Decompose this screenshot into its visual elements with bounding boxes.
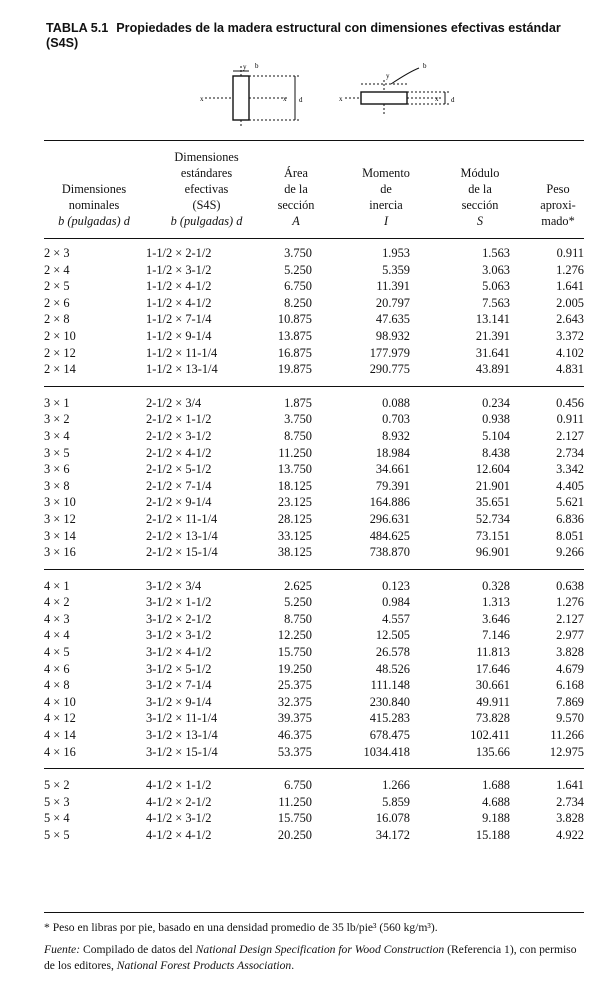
horizontal-section-rect <box>361 92 407 104</box>
table-row <box>44 411 584 428</box>
nominal-cell: 2 × 12 <box>44 345 76 360</box>
header-effective-line: (S4S) <box>192 198 221 212</box>
nominal-cell: 2 × 4 <box>44 262 70 277</box>
nominal-cell: 3 × 6 <box>44 462 70 477</box>
weight-cell: 2.734 <box>556 794 584 809</box>
header-top-rule <box>44 140 584 141</box>
section-diagrams <box>195 62 465 132</box>
weight-cell: 9.266 <box>556 545 584 560</box>
modulus-cell: 5.104 <box>482 428 510 443</box>
nominal-cell: 3 × 5 <box>44 445 70 460</box>
nominal-cell: 2 × 5 <box>44 279 70 294</box>
table-row <box>44 245 584 262</box>
nominal-cell: 4 × 6 <box>44 661 70 676</box>
table-row <box>44 710 584 727</box>
header-effective-line: b (pulgadas) d <box>170 214 243 228</box>
horizontal-b-label: b <box>423 62 427 70</box>
table-row <box>44 578 584 595</box>
moment-cell: 48.526 <box>375 661 410 676</box>
effective-cell: 4-1/2 × 4-1/2 <box>146 828 212 842</box>
horizontal-section-diagram <box>345 68 449 116</box>
weight-cell: 1.276 <box>556 262 584 277</box>
table-row <box>44 295 584 312</box>
table-row <box>44 727 584 744</box>
modulus-cell: 9.188 <box>482 811 510 826</box>
modulus-cell: 135.66 <box>475 744 510 759</box>
table-row <box>44 345 584 362</box>
header-modulus-line: S <box>476 214 484 228</box>
weight-cell: 2.005 <box>556 295 584 310</box>
header-modulus-line: de la <box>468 182 492 196</box>
modulus-cell: 0.234 <box>482 395 510 410</box>
nominal-cell: 3 × 1 <box>44 395 70 410</box>
weight-cell: 2.643 <box>556 312 584 327</box>
effective-cell: 4-1/2 × 2-1/2 <box>146 794 212 809</box>
area-cell: 25.375 <box>277 678 312 693</box>
nominal-cell: 4 × 5 <box>44 645 70 660</box>
nominal-cell: 5 × 4 <box>44 811 70 826</box>
header-area-line: sección <box>277 198 315 212</box>
table-row <box>44 461 584 478</box>
moment-cell: 47.635 <box>375 312 410 327</box>
effective-cell: 3-1/2 × 7-1/4 <box>146 678 212 693</box>
moment-cell: 738.870 <box>369 545 410 560</box>
effective-cell: 3-1/2 × 4-1/2 <box>146 645 212 660</box>
modulus-cell: 5.063 <box>482 279 510 294</box>
weight-cell: 9.570 <box>556 711 584 726</box>
header-weight-line: mado* <box>541 214 575 228</box>
header-modulus <box>444 165 516 229</box>
modulus-cell: 43.891 <box>475 362 510 377</box>
area-cell: 16.875 <box>277 345 312 360</box>
header-moment-line: inercia <box>369 198 403 212</box>
table-row <box>44 278 584 295</box>
source-note <box>44 942 584 974</box>
moment-cell: 164.886 <box>369 495 410 510</box>
moment-cell: 484.625 <box>369 528 410 543</box>
footnote: * Peso en libras por pie, basado en una densidad promedio de 35 lb/pie³ (560 kg/m³). <box>44 921 438 934</box>
moment-cell: 5.859 <box>382 794 410 809</box>
moment-cell: 296.631 <box>369 511 410 526</box>
area-cell: 15.750 <box>277 645 312 660</box>
area-cell: 15.750 <box>277 811 312 826</box>
table-row <box>44 777 584 794</box>
header-area-line: Área <box>284 166 308 180</box>
header-moment <box>346 165 426 229</box>
area-cell: 6.750 <box>284 279 312 294</box>
modulus-cell: 49.911 <box>476 694 510 709</box>
source-pre: Compilado de datos del <box>80 943 196 956</box>
nominal-cell: 5 × 2 <box>44 778 70 793</box>
table-group <box>44 395 584 561</box>
modulus-cell: 35.651 <box>475 495 510 510</box>
table-row <box>44 810 584 827</box>
table-row <box>44 544 584 561</box>
effective-cell: 3-1/2 × 3/4 <box>146 578 202 593</box>
modulus-cell: 30.661 <box>475 678 510 693</box>
area-cell: 8.250 <box>284 295 312 310</box>
weight-cell: 1.276 <box>556 595 584 610</box>
moment-cell: 16.078 <box>375 811 410 826</box>
header-effective-line: Dimensiones <box>174 150 239 164</box>
effective-cell: 3-1/2 × 1-1/2 <box>146 595 212 610</box>
effective-cell: 3-1/2 × 5-1/2 <box>146 661 212 676</box>
modulus-cell: 21.391 <box>475 328 510 343</box>
table-row <box>44 445 584 462</box>
table-number: TABLA 5.1 <box>46 21 109 35</box>
modulus-cell: 15.188 <box>475 828 510 842</box>
effective-cell: 2-1/2 × 3/4 <box>146 395 202 410</box>
moment-cell: 230.840 <box>369 694 410 709</box>
modulus-cell: 31.641 <box>475 345 510 360</box>
effective-cell: 2-1/2 × 4-1/2 <box>146 445 212 460</box>
table-row <box>44 478 584 495</box>
table-row <box>44 694 584 711</box>
weight-cell: 3.828 <box>556 645 584 660</box>
table-row <box>44 744 584 761</box>
table-row <box>44 262 584 279</box>
group-divider <box>44 760 584 769</box>
table-row <box>44 627 584 644</box>
header-area-line: A <box>292 214 300 228</box>
modulus-cell: 73.828 <box>475 711 510 726</box>
moment-cell: 8.932 <box>382 428 410 443</box>
source-mid: (Referencia 1), con permiso de los editores, <box>44 943 577 972</box>
effective-cell: 3-1/2 × 13-1/4 <box>146 728 218 743</box>
area-cell: 5.250 <box>284 262 312 277</box>
weight-cell: 4.922 <box>556 828 584 842</box>
header-area-line: de la <box>284 182 308 196</box>
weight-cell: 4.102 <box>556 345 584 360</box>
table-row <box>44 611 584 628</box>
effective-cell: 3-1/2 × 2-1/2 <box>146 611 212 626</box>
source-end: . <box>291 959 295 972</box>
effective-cell: 2-1/2 × 11-1/4 <box>146 511 218 526</box>
table-row <box>44 311 584 328</box>
weight-cell: 5.621 <box>556 495 584 510</box>
weight-cell: 4.405 <box>556 478 584 493</box>
effective-cell: 2-1/2 × 5-1/2 <box>146 462 212 477</box>
weight-cell: 2.977 <box>556 628 584 643</box>
header-effective-line: efectivas <box>184 182 229 196</box>
moment-cell: 12.505 <box>375 628 410 643</box>
modulus-cell: 1.563 <box>482 246 510 260</box>
area-cell: 13.875 <box>277 328 312 343</box>
nominal-cell: 2 × 14 <box>44 362 76 377</box>
area-cell: 11.250 <box>278 794 312 809</box>
area-cell: 20.250 <box>277 828 312 842</box>
nominal-cell: 4 × 14 <box>44 728 76 743</box>
modulus-cell: 0.938 <box>482 412 510 427</box>
header-area <box>266 165 326 229</box>
weight-cell: 1.641 <box>556 279 584 294</box>
area-cell: 13.750 <box>277 462 312 477</box>
moment-cell: 1034.418 <box>363 744 410 759</box>
effective-cell: 1-1/2 × 11-1/4 <box>146 345 218 360</box>
nominal-cell: 3 × 8 <box>44 478 70 493</box>
effective-cell: 3-1/2 × 15-1/4 <box>146 744 218 759</box>
header-modulus-line: sección <box>461 198 499 212</box>
area-cell: 53.375 <box>277 744 312 759</box>
header-moment-line: I <box>383 214 389 228</box>
area-cell: 33.125 <box>277 528 312 543</box>
table-row <box>44 494 584 511</box>
header-effective-line: estándares <box>180 166 233 180</box>
moment-cell: 26.578 <box>375 645 410 660</box>
horizontal-x2-label: x <box>435 95 439 103</box>
moment-cell: 18.984 <box>375 445 410 460</box>
nominal-cell: 4 × 12 <box>44 711 76 726</box>
moment-cell: 111.148 <box>370 678 410 693</box>
weight-cell: 2.734 <box>556 445 584 460</box>
moment-cell: 98.932 <box>375 328 410 343</box>
effective-cell: 3-1/2 × 3-1/2 <box>146 628 212 643</box>
table-row <box>44 827 584 844</box>
source-title: National Design Specification for Wood Construction <box>195 943 445 956</box>
modulus-cell: 7.146 <box>482 628 510 643</box>
table-row <box>44 528 584 545</box>
moment-cell: 0.088 <box>382 395 410 410</box>
area-cell: 3.750 <box>284 412 312 427</box>
area-cell: 23.125 <box>277 495 312 510</box>
group-divider <box>44 561 584 570</box>
nominal-cell: 4 × 8 <box>44 678 70 693</box>
header-weight-line: aproxi- <box>540 198 576 212</box>
table-row <box>44 511 584 528</box>
moment-cell: 1.266 <box>382 778 410 793</box>
vertical-section-rect <box>233 76 249 120</box>
nominal-cell: 4 × 1 <box>44 578 70 593</box>
weight-cell: 2.127 <box>556 611 584 626</box>
weight-cell: 4.679 <box>556 661 584 676</box>
nominal-cell: 2 × 10 <box>44 328 76 343</box>
effective-cell: 1-1/2 × 7-1/4 <box>146 312 212 327</box>
area-cell: 19.875 <box>277 362 312 377</box>
moment-cell: 34.661 <box>375 462 410 477</box>
header-weight <box>528 181 588 229</box>
area-cell: 18.125 <box>277 478 312 493</box>
effective-cell: 4-1/2 × 1-1/2 <box>146 778 212 793</box>
modulus-cell: 1.688 <box>482 778 510 793</box>
modulus-cell: 4.688 <box>482 794 510 809</box>
effective-cell: 2-1/2 × 1-1/2 <box>146 412 212 427</box>
modulus-cell: 13.141 <box>475 312 510 327</box>
moment-cell: 0.123 <box>382 578 410 593</box>
vertical-y-label: y <box>243 63 247 71</box>
effective-cell: 2-1/2 × 9-1/4 <box>146 495 212 510</box>
moment-cell: 4.557 <box>382 611 410 626</box>
area-cell: 8.750 <box>284 428 312 443</box>
weight-cell: 0.911 <box>556 412 584 427</box>
table-row <box>44 361 584 378</box>
moment-cell: 34.172 <box>375 828 410 842</box>
nominal-cell: 3 × 16 <box>44 545 76 560</box>
moment-cell: 79.391 <box>375 478 410 493</box>
modulus-cell: 73.151 <box>475 528 510 543</box>
effective-cell: 3-1/2 × 11-1/4 <box>146 711 218 726</box>
horizontal-x-label: x <box>339 95 343 103</box>
table-caption: Propiedades de la madera estructural con dimensiones efectivas estándar (S4S) <box>46 21 561 50</box>
moment-cell: 5.359 <box>382 262 410 277</box>
modulus-cell: 102.411 <box>470 728 510 743</box>
table-title <box>46 21 586 51</box>
modulus-cell: 52.734 <box>475 511 510 526</box>
area-cell: 5.250 <box>284 595 312 610</box>
nominal-cell: 3 × 2 <box>44 412 70 427</box>
effective-cell: 1-1/2 × 3-1/2 <box>146 262 212 277</box>
header-nominal <box>44 181 144 229</box>
weight-cell: 6.168 <box>556 678 584 693</box>
effective-cell: 2-1/2 × 13-1/4 <box>146 528 218 543</box>
weight-cell: 11.266 <box>550 728 584 743</box>
weight-cell: 2.127 <box>556 428 584 443</box>
weight-cell: 12.975 <box>549 744 584 759</box>
header-nominal-line: b (pulgadas) d <box>58 214 130 228</box>
header-bottom-rule <box>44 238 584 239</box>
header-modulus-line: Módulo <box>460 166 500 180</box>
horizontal-y-label: y <box>386 72 390 80</box>
effective-cell: 1-1/2 × 4-1/2 <box>146 279 212 294</box>
table-group <box>44 777 584 843</box>
moment-cell: 11.391 <box>376 279 410 294</box>
weight-cell: 3.372 <box>556 328 584 343</box>
moment-cell: 678.475 <box>369 728 410 743</box>
table-row <box>44 661 584 678</box>
nominal-cell: 4 × 4 <box>44 628 70 643</box>
weight-cell: 0.638 <box>556 578 584 593</box>
nominal-cell: 3 × 4 <box>44 428 70 443</box>
nominal-cell: 3 × 10 <box>44 495 76 510</box>
horizontal-d-label: d <box>451 96 455 104</box>
moment-cell: 0.984 <box>382 595 410 610</box>
nominal-cell: 4 × 3 <box>44 611 70 626</box>
table-group <box>44 578 584 761</box>
table-row <box>44 395 584 412</box>
effective-cell: 1-1/2 × 13-1/4 <box>146 362 218 377</box>
area-cell: 32.375 <box>277 694 312 709</box>
weight-cell: 6.836 <box>556 511 584 526</box>
weight-cell: 4.831 <box>556 362 584 377</box>
moment-cell: 177.979 <box>369 345 410 360</box>
weight-cell: 8.051 <box>556 528 584 543</box>
weight-cell: 0.911 <box>556 246 584 260</box>
area-cell: 46.375 <box>277 728 312 743</box>
area-cell: 28.125 <box>277 511 312 526</box>
area-cell: 39.375 <box>277 711 312 726</box>
modulus-cell: 96.901 <box>475 545 510 560</box>
table-group <box>44 245 584 378</box>
weight-cell: 3.828 <box>556 811 584 826</box>
table-header <box>44 147 584 231</box>
effective-cell: 1-1/2 × 9-1/4 <box>146 328 212 343</box>
modulus-cell: 3.646 <box>482 611 510 626</box>
vertical-x-label: x <box>200 95 204 103</box>
modulus-cell: 3.063 <box>482 262 510 277</box>
area-cell: 19.250 <box>277 661 312 676</box>
effective-cell: 3-1/2 × 9-1/4 <box>146 694 212 709</box>
weight-cell: 7.869 <box>556 694 584 709</box>
header-nominal-line: Dimensiones <box>61 182 127 196</box>
table-row <box>44 328 584 345</box>
area-cell: 38.125 <box>277 545 312 560</box>
nominal-cell: 2 × 6 <box>44 295 70 310</box>
header-nominal-line: nominales <box>68 198 120 212</box>
nominal-cell: 2 × 3 <box>44 246 70 260</box>
header-moment-line: de <box>380 182 392 196</box>
moment-cell: 0.703 <box>382 412 410 427</box>
area-cell: 6.750 <box>284 778 312 793</box>
area-cell: 3.750 <box>284 246 312 260</box>
table-row <box>44 677 584 694</box>
nominal-cell: 5 × 5 <box>44 828 70 842</box>
table-bottom-rule <box>44 912 584 913</box>
modulus-cell: 8.438 <box>482 445 510 460</box>
moment-cell: 1.953 <box>382 246 410 260</box>
modulus-cell: 1.313 <box>482 595 510 610</box>
vertical-x2-label: x <box>283 95 287 103</box>
modulus-cell: 7.563 <box>482 295 510 310</box>
weight-cell: 3.342 <box>556 462 584 477</box>
moment-cell: 415.283 <box>369 711 410 726</box>
area-cell: 1.875 <box>284 395 312 410</box>
area-cell: 8.750 <box>284 611 312 626</box>
group-divider <box>44 378 584 387</box>
modulus-cell: 0.328 <box>482 578 510 593</box>
source-label: Fuente: <box>44 943 81 956</box>
moment-cell: 20.797 <box>375 295 410 310</box>
area-cell: 12.250 <box>277 628 312 643</box>
area-cell: 11.250 <box>278 445 312 460</box>
effective-cell: 1-1/2 × 2-1/2 <box>146 246 212 260</box>
modulus-cell: 21.901 <box>475 478 510 493</box>
nominal-cell: 4 × 2 <box>44 595 70 610</box>
effective-cell: 2-1/2 × 15-1/4 <box>146 545 218 560</box>
modulus-cell: 17.646 <box>475 661 510 676</box>
header-moment-line: Momento <box>362 166 410 180</box>
weight-cell: 0.456 <box>556 395 584 410</box>
header-effective <box>144 149 269 229</box>
nominal-cell: 2 × 8 <box>44 312 70 327</box>
source-org: National Forest Products Association <box>116 959 292 972</box>
vertical-b-label: b <box>255 62 259 70</box>
effective-cell: 1-1/2 × 4-1/2 <box>146 295 212 310</box>
weight-cell: 1.641 <box>556 778 584 793</box>
modulus-cell: 11.813 <box>476 645 510 660</box>
effective-cell: 4-1/2 × 3-1/2 <box>146 811 212 826</box>
effective-cell: 2-1/2 × 7-1/4 <box>146 478 212 493</box>
nominal-cell: 4 × 16 <box>44 744 76 759</box>
area-cell: 10.875 <box>277 312 312 327</box>
vertical-d-label: d <box>299 96 303 104</box>
area-cell: 2.625 <box>284 578 312 593</box>
nominal-cell: 3 × 14 <box>44 528 76 543</box>
effective-cell: 2-1/2 × 3-1/2 <box>146 428 212 443</box>
header-weight-line: Peso <box>546 182 570 196</box>
table-row <box>44 428 584 445</box>
modulus-cell: 12.604 <box>475 462 510 477</box>
table-row <box>44 794 584 811</box>
moment-cell: 290.775 <box>369 362 410 377</box>
nominal-cell: 5 × 3 <box>44 794 70 809</box>
table-row <box>44 644 584 661</box>
table-row <box>44 594 584 611</box>
table-body <box>44 245 584 844</box>
nominal-cell: 3 × 12 <box>44 511 76 526</box>
nominal-cell: 4 × 10 <box>44 694 76 709</box>
